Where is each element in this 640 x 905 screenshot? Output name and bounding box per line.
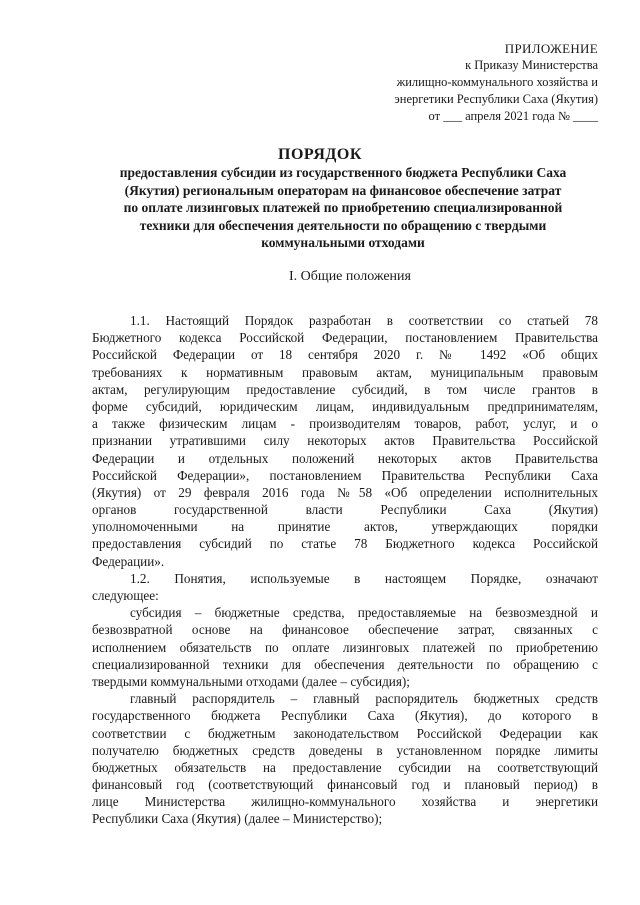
text-line: получателю бюджетных средств доведены в установленном порядке лимиты [92,742,598,758]
document-subtitle [86,164,600,252]
appendix-line: от ___ апреля 2021 года № ____ [428,109,598,123]
text-line: государственного бюджета Республики Саха (Якутия), до которого в [92,708,598,724]
text-line: Федерации и отдельных положений некоторых актов Правительства [92,450,598,466]
text-line: актам, регулирующим предоставление субсидий, в том числе грантов в [92,381,598,397]
text-line: органов государственной власти Республики Саха (Якутия) [92,502,598,518]
text-line: главный распорядитель – главный распорядитель бюджетных средств [130,691,598,707]
text-line: следующее: [92,588,159,603]
subtitle-line: по оплате лизинговых платежей по приобретению специализированной [123,200,563,215]
subtitle-line: коммунальными отходами [261,235,425,250]
text-line: предоставления субсидий по статье 78 Бюджетного кодекса Российской [92,536,598,552]
text-line: Республики Саха (Якутия) (далее – Министерство); [92,811,383,827]
text-line: а также физическим лицам - производителям товаров, работ, услуг, и о [92,416,598,432]
text-line: Российской Федерации от 18 сентября 2020 г. № 1492 «Об общих [92,347,598,363]
section-heading: I. Общие положения [289,269,411,284]
text-line: соответствии с бюджетным законодательством Российской Федерации как [92,725,598,741]
text-line: финансовый год (соответствующий финансовый год и плановый период) в [92,777,598,793]
paragraph-1-2 [92,570,598,604]
appendix-title: ПРИЛОЖЕНИЕ [504,41,598,56]
text-line: требованиях к нормативным правовым актам, муниципальным правовым [92,364,598,380]
text-line: форме субсидий, юридическим лицам, индивидуальным предпринимателям, [92,398,598,414]
text-line: бюджетных обязательств на предоставление субсидии на соответствующий [92,759,598,775]
appendix-line: к Приказу Министерства [465,58,598,72]
definition-main-manager [92,690,598,828]
text-line: 1.1. Настоящий Порядок разработан в соответствии со статьей 78 [130,313,598,328]
text-line: Федерации». [92,553,165,569]
text-line: субсидия – бюджетные средства, предоставляемые на безвозмездной и [130,605,598,621]
text-line: исполнением обязательств по оплате лизинговых платежей по приобретению [92,639,598,655]
definition-subsidy [92,604,598,690]
subtitle-line: предоставления субсидии из государственного бюджета Республики Саха [119,165,567,180]
document-title: ПОРЯДОК [278,146,362,163]
text-line: твердыми коммунальными отходами (далее – субсидия); [92,673,410,689]
document-body [92,312,598,828]
appendix-line: жилищно-коммунального хозяйства и [396,75,598,89]
text-line: (Якутия) от 29 февраля 2016 года №58 «Об определении исполнительных [92,484,598,500]
text-line: уполномоченными на принятие актов, утверждающих порядки [92,519,598,535]
subtitle-line: техники для обеспечения деятельности по обращению с твердыми [139,217,547,233]
text-line: специализированной техники для обеспечения деятельности по обращению с [92,656,598,672]
text-line: Российской Федерации», постановлением Правительства Республики Саха [92,467,598,483]
text-line: безвозвратной основе на финансовое обеспечение затрат, связанных с [92,622,598,638]
text-line: 1.2. Понятия, используемые в настоящем Порядке, означают [130,570,598,586]
subtitle-line: (Якутия) региональным операторам на финансовое обеспечение затрат [124,182,562,198]
text-line: лице Министерства жилищно-коммунального хозяйства и энергетики [92,794,598,810]
text-line: признании утратившими силу некоторых актов Правительства Российской [92,433,598,449]
text-line: Бюджетного кодекса Российской Федерации, постановлением Правительства [92,330,598,346]
appendix-block [394,40,598,125]
appendix-line: энергетики Республики Саха (Якутия) [394,92,598,106]
paragraph-1-1 [92,312,598,570]
